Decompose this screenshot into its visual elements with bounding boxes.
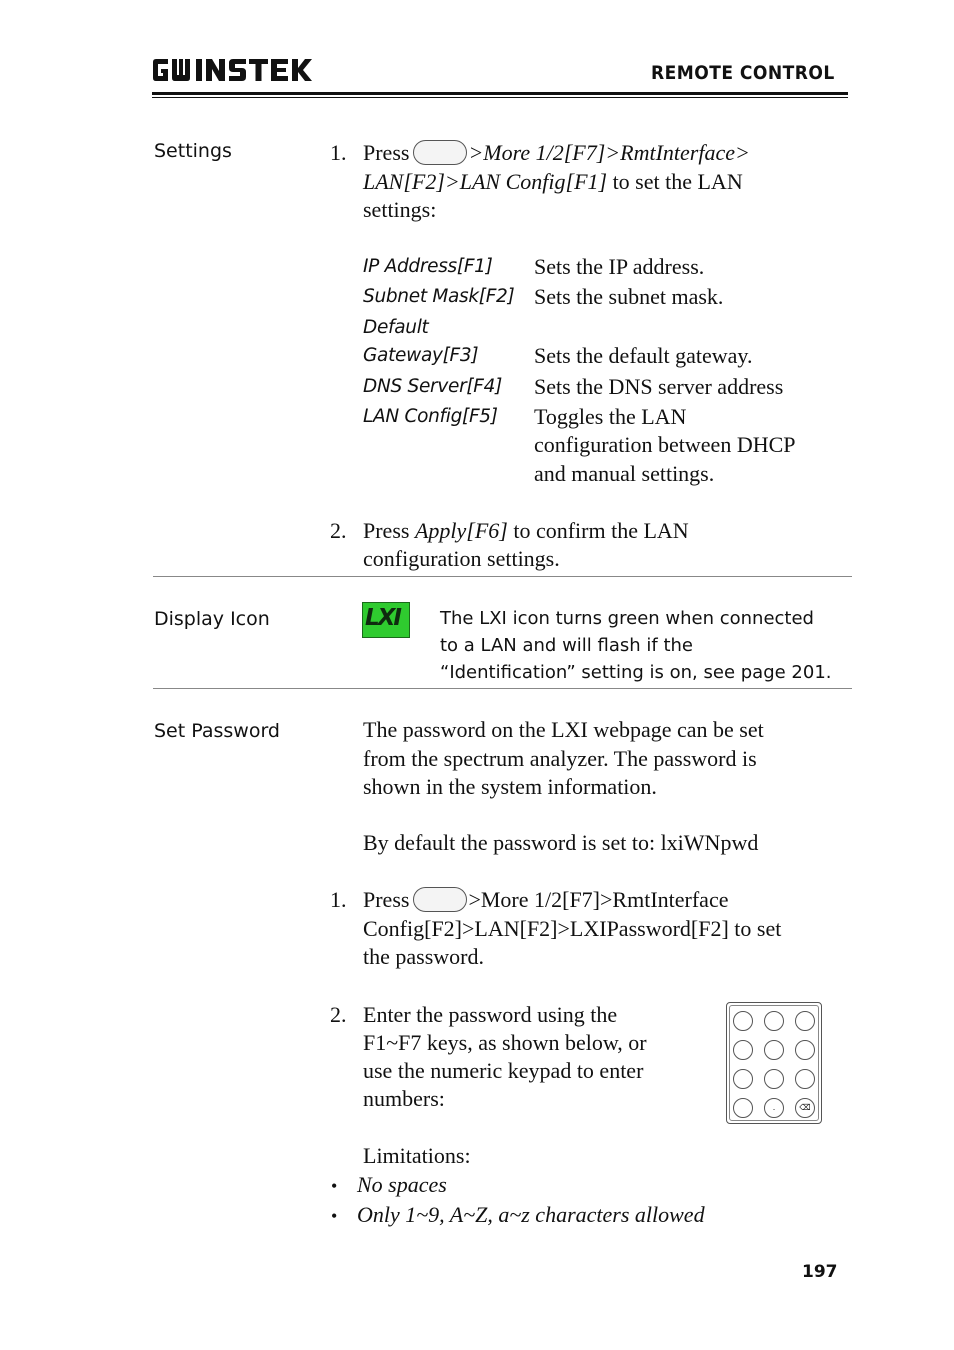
password-para1-line3: shown in the system information.: [363, 774, 657, 799]
menu-path-cont: LAN[F2]>LAN Config[F1]: [363, 168, 608, 194]
section-divider: [153, 576, 852, 577]
password-step1-line2: Config[F2]>LAN[F2]>LXIPassword[F2] to set: [363, 915, 782, 941]
tail-text: to confirm the LAN: [513, 518, 689, 543]
settings-step1-line3: settings:: [363, 197, 437, 222]
option-term-line2: Gateway[F3]: [363, 345, 479, 366]
option-desc-line1: Toggles the LAN: [534, 404, 687, 429]
settings-step1-line2: [363, 168, 833, 197]
password-step1-number: 1.: [330, 887, 347, 912]
header-rule: [152, 92, 848, 95]
password-step1-line3: the password.: [363, 944, 484, 969]
option-term: Subnet Mask[F2]: [363, 286, 515, 307]
keypad-button: [733, 1098, 753, 1118]
section-divider: [153, 688, 852, 689]
keypad-button: [733, 1040, 753, 1060]
option-desc: Sets the subnet mask.: [534, 284, 724, 309]
keypad-button: [764, 1069, 784, 1089]
settings-step1-line1: [363, 139, 833, 168]
keypad-button: [795, 1040, 815, 1060]
keypad-button: [795, 1011, 815, 1031]
menu-path: >More 1/2[F7]>RmtInterface>: [468, 140, 750, 165]
press-word: Press: [363, 140, 410, 165]
lxi-line: The LXI icon turns green when connected: [440, 608, 814, 629]
lxi-icon: [362, 602, 410, 638]
press-word: Press: [363, 518, 410, 543]
bullet-icon: •: [331, 1206, 338, 1226]
password-step1-line1: [363, 886, 833, 915]
numeric-keypad-icon: [726, 1002, 822, 1124]
option-desc: Sets the default gateway.: [534, 343, 753, 368]
password-step2-line2: F1~F7 keys, as shown below, or: [363, 1030, 647, 1055]
system-key-icon: [413, 887, 467, 912]
option-term-line1: Default: [363, 317, 429, 338]
password-step2-line3: use the numeric keypad to enter: [363, 1058, 644, 1083]
limitation-item: Only 1~9, A~Z, a~z characters allowed: [357, 1202, 705, 1227]
system-key-icon: [413, 140, 467, 165]
option-desc: Sets the IP address.: [534, 254, 705, 279]
page-number: 197: [802, 1262, 838, 1282]
settings-step2-line1: [363, 517, 833, 546]
option-desc-line2: configuration between DHCP: [534, 432, 796, 457]
lxi-line: “Identification” setting is on, see page 201.: [440, 662, 832, 683]
keypad-button: [733, 1069, 753, 1089]
keypad-button: [795, 1069, 815, 1089]
option-desc-line3: and manual settings.: [534, 461, 715, 486]
password-step2-line1: Enter the password using the: [363, 1002, 618, 1027]
default-password-text: By default the password is set to: lxiWNpwd: [363, 830, 759, 855]
keypad-button: [733, 1011, 753, 1031]
lxi-line: to a LAN and will flash if the: [440, 635, 693, 656]
password-step2-line4: numbers:: [363, 1086, 445, 1111]
settings-step2-number: 2.: [330, 518, 347, 543]
limitation-item: No spaces: [357, 1172, 447, 1197]
password-para1-line2: from the spectrum analyzer. The password is: [363, 745, 757, 771]
settings-step2-line2: configuration settings.: [363, 546, 560, 571]
limitations-heading: Limitations:: [363, 1143, 471, 1168]
settings-label: Settings: [154, 140, 232, 162]
press-word: Press: [363, 887, 410, 912]
menu-path: >More 1/2[F7]>RmtInterface: [468, 887, 729, 912]
keypad-button: [764, 1011, 784, 1031]
keypad-button: [764, 1040, 784, 1060]
lxi-icon-text: LXI: [365, 605, 400, 631]
option-term: IP Address[F1]: [363, 256, 493, 277]
option-term: DNS Server[F4]: [363, 376, 503, 397]
option-desc: Sets the DNS server address: [534, 374, 784, 399]
settings-step1-number: 1.: [330, 140, 347, 165]
header-rule-thin: [152, 97, 848, 98]
keypad-dot-button: .: [764, 1098, 784, 1118]
lxi-description: [440, 605, 855, 686]
password-para1-line1: The password on the LXI webpage can be set: [363, 717, 764, 742]
gw-instek-logo: [152, 56, 324, 84]
set-password-label: Set Password: [154, 720, 280, 742]
keypad-backspace-button: ⌫: [795, 1098, 815, 1118]
password-step2-number: 2.: [330, 1002, 347, 1027]
apply-key: Apply[F6]: [414, 518, 508, 543]
section-title: REMOTE CONTROL: [651, 62, 835, 84]
option-term: LAN Config[F5]: [363, 406, 498, 427]
tail-text: to set the LAN: [612, 168, 743, 194]
bullet-icon: •: [331, 1176, 338, 1196]
display-icon-label: Display Icon: [154, 608, 270, 630]
